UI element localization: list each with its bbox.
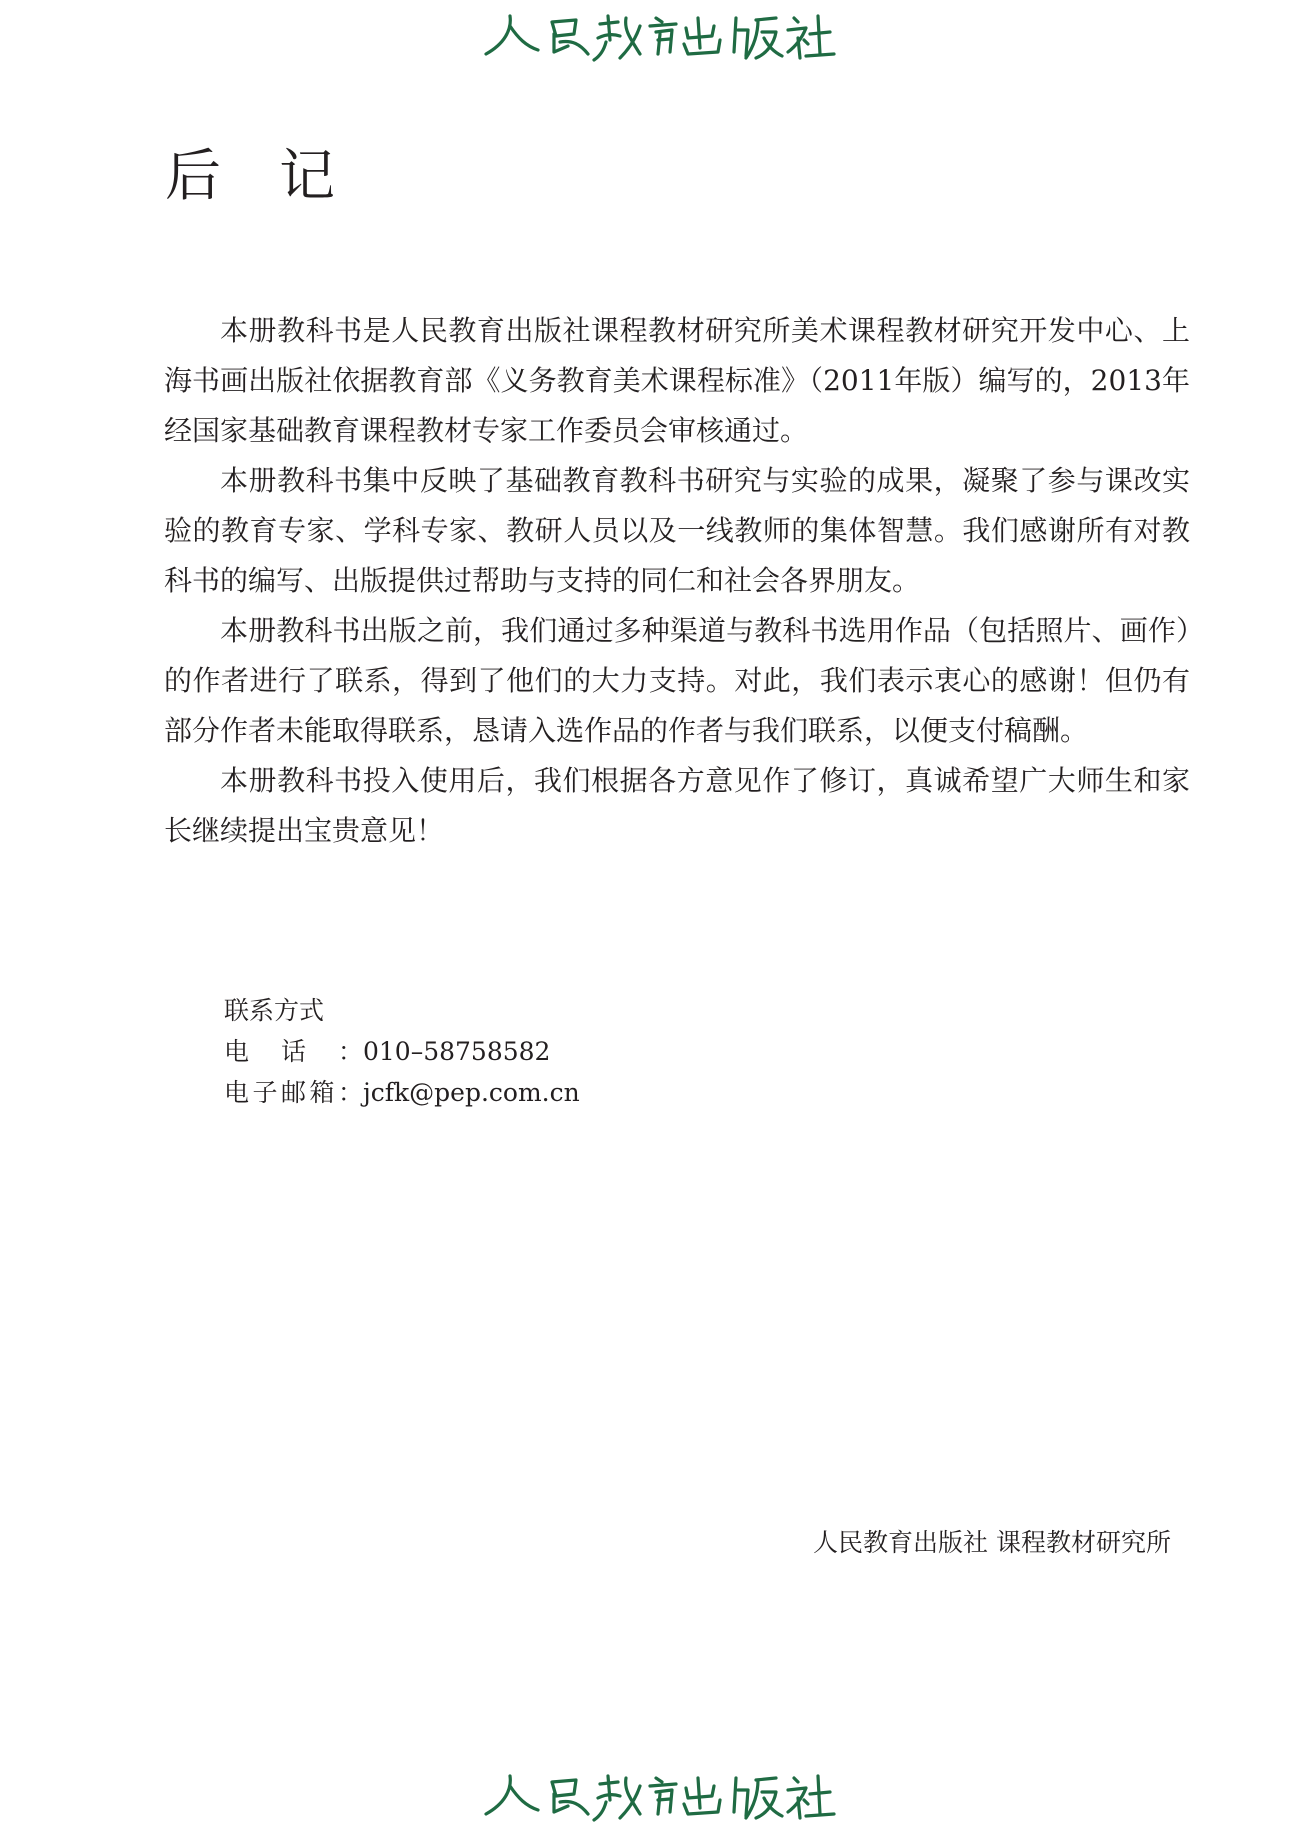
page-title: 后记	[165, 144, 393, 209]
publisher-calligraphy-logo-icon	[480, 1764, 836, 1826]
publisher-logo-top	[480, 4, 836, 66]
contact-phone-row	[224, 1031, 580, 1072]
contact-block	[224, 990, 580, 1113]
contact-email-row	[224, 1072, 580, 1113]
phone-value: 010–58758582	[363, 1037, 551, 1066]
signature: 人民教育出版社 课程教材研究所	[813, 1528, 1171, 1557]
paragraph-1: 本册教科书是人民教育出版社课程教材研究所美术课程教材研究开发中心、上海书画出版社依据教育部《义务教育美术课程标准》（2011年版）编写的，2013年经国家基础教育课程教材专家工作委员会审核通过。	[164, 314, 1190, 447]
contact-heading: 联系方式	[224, 996, 325, 1025]
paragraph-4: 本册教科书投入使用后，我们根据各方意见作了修订，真诚希望广大师生和家长继续提出宝贵意见！	[164, 764, 1190, 847]
paragraph-3: 本册教科书出版之前，我们通过多种渠道与教科书选用作品（包括照片、画作）的作者进行了联系，得到了他们的大力支持。对此，我们表示衷心的感谢！但仍有部分作者未能取得联系，恳请入选作品的作者与我们联系，以便支付稿酬。	[164, 614, 1190, 747]
publisher-calligraphy-logo-icon	[480, 4, 836, 66]
afterword-body	[164, 306, 1190, 856]
publisher-logo-bottom	[480, 1764, 836, 1826]
phone-label: 电话：	[224, 1037, 363, 1066]
email-label: 电子邮箱：	[224, 1078, 363, 1107]
email-value[interactable]: jcfk@pep.com.cn	[363, 1078, 580, 1107]
paragraph-2: 本册教科书集中反映了基础教育教科书研究与实验的成果，凝聚了参与课改实验的教育专家、学科专家、教研人员以及一线教师的集体智慧。我们感谢所有对教科书的编写、出版提供过帮助与支持的同仁和社会各界朋友。	[164, 464, 1190, 597]
